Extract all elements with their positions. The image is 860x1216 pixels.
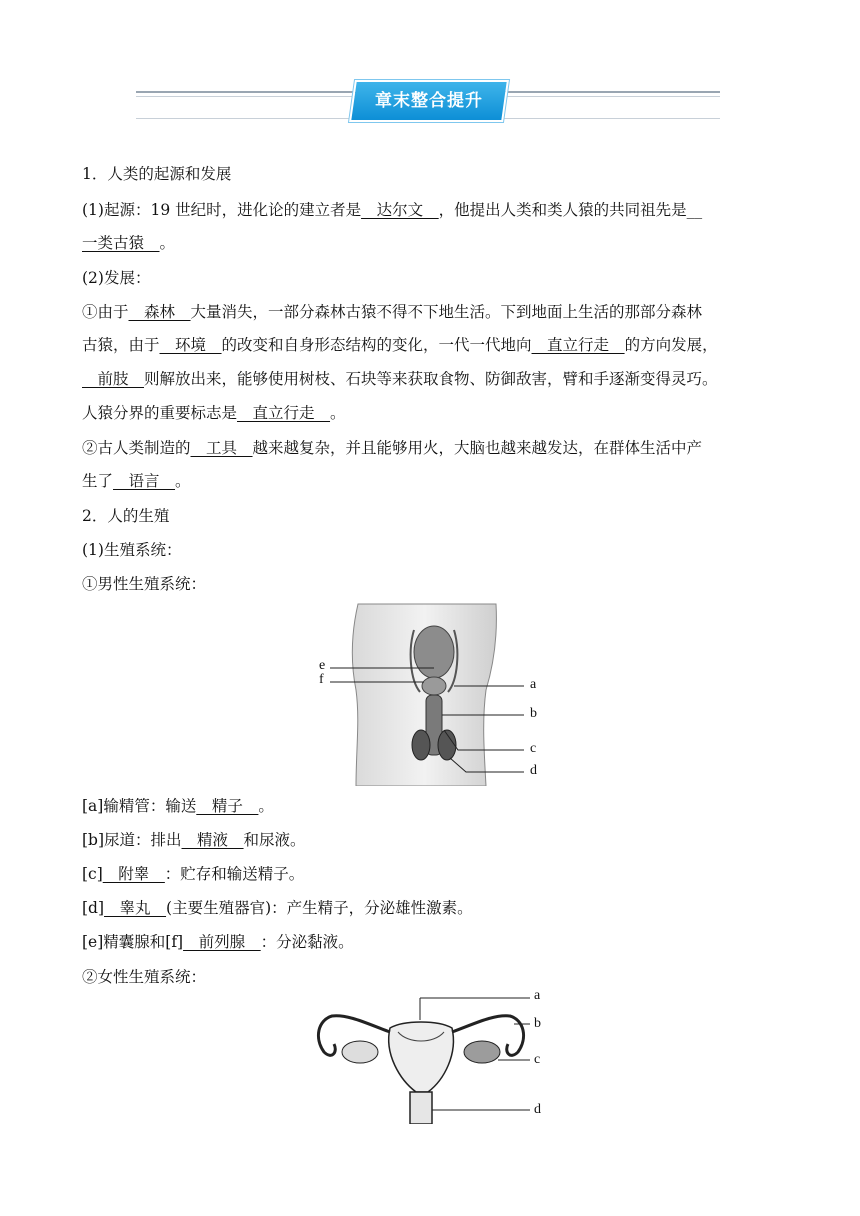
label-b: b [534, 1016, 541, 1031]
label-e: e [319, 658, 326, 673]
male-item [82, 862, 304, 886]
text: ②古人类制造的 [82, 439, 191, 457]
blank-answer: __精液__ [181, 831, 244, 849]
text: (1)起源：19 世纪时，进化论的建立者是 [82, 201, 362, 219]
text: 古猿，由于 [82, 336, 160, 354]
text: [d] [82, 899, 105, 917]
subheading: ①男性生殖系统： [82, 575, 207, 593]
paragraph-dev1 [82, 401, 346, 425]
label-a: a [534, 988, 541, 1003]
text: 则解放出来，能够使用树枝、石块等来获取食物、防御敌害，臂和手逐渐变得灵巧。 [144, 370, 718, 388]
female-anatomy-illustration [308, 994, 558, 1124]
label-c: c [534, 1052, 541, 1067]
chapter-banner [136, 82, 720, 122]
page-title: 章末整合提升 [375, 91, 483, 111]
text: (主要生殖器官)：产生精子，分泌雄性激素。 [166, 899, 473, 917]
text: ，他提出人类和类人猿的共同祖先是__ [438, 201, 703, 219]
text: 大量消失，一部分森林古猿不得不下地生活。下到地面上生活的那部分森林 [190, 303, 703, 321]
text: [b]尿道：排出 [82, 831, 182, 849]
paragraph-origin [82, 198, 702, 222]
paragraph-origin-cont [82, 231, 175, 255]
label-d: d [534, 1102, 541, 1117]
label-f: f [319, 672, 324, 687]
paragraph-dev1 [82, 300, 702, 324]
male-item [82, 930, 354, 954]
male-anatomy-illustration [316, 600, 546, 786]
paragraph-dev2 [82, 436, 702, 460]
male-item [82, 794, 274, 818]
text: [e]精囊腺和[f] [82, 933, 184, 951]
text: 。 [175, 472, 191, 490]
male-item [82, 896, 473, 920]
blank-answer: __环境__ [159, 336, 222, 354]
text: 。 [258, 797, 274, 815]
blank-answer: __附睾__ [102, 865, 165, 883]
blank-answer: __睾丸__ [104, 899, 167, 917]
male-reproductive-diagram [316, 600, 546, 786]
blank-answer: 一类古猿__ [82, 234, 160, 252]
blank-answer: __前肢__ [82, 370, 145, 388]
text: [c] [82, 865, 103, 883]
subheading: (1)生殖系统： [82, 541, 182, 559]
text: 越来越复杂，并且能够用火，大脑也越来越发达，在群体生活中产 [252, 439, 703, 457]
section-heading: 2．人的生殖 [82, 507, 170, 525]
label-b: b [530, 706, 537, 721]
text: [a]输精管：输送 [82, 797, 197, 815]
blank-answer: __工具__ [190, 439, 253, 457]
blank-answer: __精子__ [196, 797, 259, 815]
paragraph-dev1 [82, 367, 718, 391]
text: 的改变和自身形态结构的变化，一代一代地向 [221, 336, 532, 354]
text: 的方向发展， [624, 336, 718, 354]
text: ：分泌黏液。 [260, 933, 354, 951]
text: ：贮存和输送精子。 [164, 865, 305, 883]
text: 。 [159, 234, 176, 252]
blank-answer: __森林__ [128, 303, 191, 321]
text: 人猿分界的重要标志是 [82, 404, 238, 422]
blank-answer: __语言__ [113, 472, 176, 490]
subheading: ②女性生殖系统： [82, 968, 207, 986]
text: ①由于 [82, 303, 129, 321]
blank-answer: __直立行走__ [237, 404, 331, 422]
male-item [82, 828, 306, 852]
blank-answer: __前列腺__ [183, 933, 261, 951]
label-d: d [530, 763, 537, 778]
blank-answer: __达尔文__ [361, 201, 439, 219]
section-heading: 1．人类的起源和发展 [82, 165, 232, 183]
text: 和尿液。 [243, 831, 306, 849]
female-reproductive-diagram [308, 988, 558, 1124]
text: 生了 [82, 472, 114, 490]
label-c: c [530, 741, 537, 756]
subheading: (2)发展： [82, 269, 151, 287]
paragraph-dev1 [82, 333, 718, 357]
blank-answer: __直立行走__ [531, 336, 625, 354]
text: 。 [330, 404, 346, 422]
paragraph-dev2 [82, 469, 191, 493]
label-a: a [530, 677, 537, 692]
